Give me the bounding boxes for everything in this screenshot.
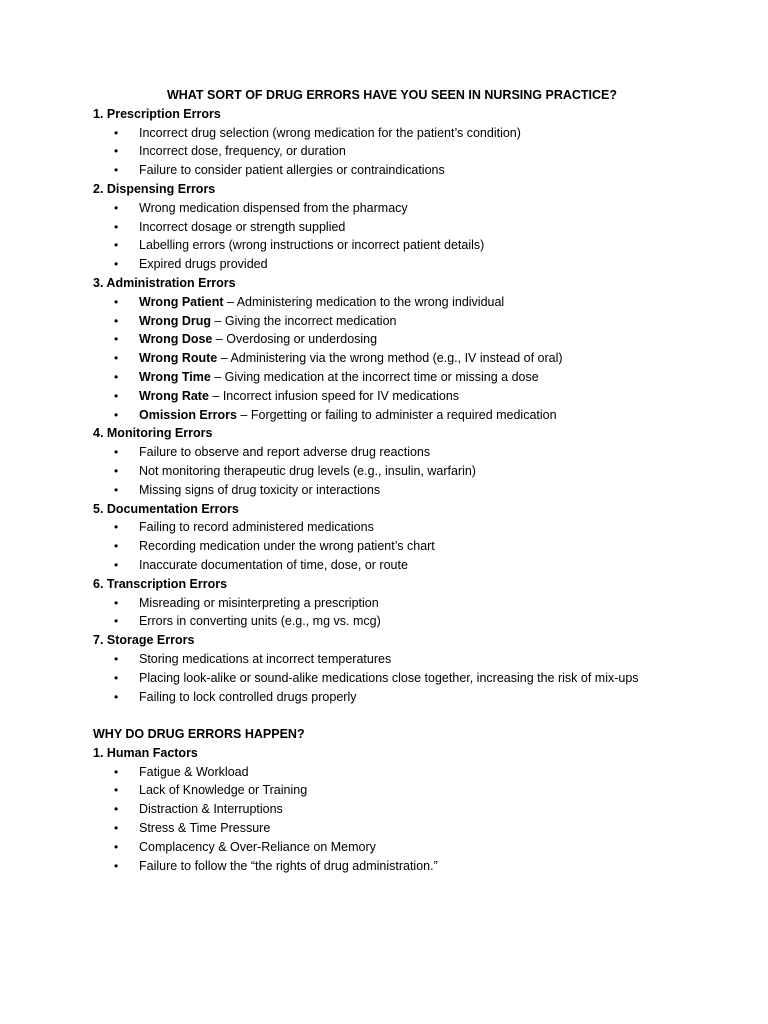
bullet-icon: •: [114, 764, 119, 779]
item-text: Inaccurate documentation of time, dose, or route: [139, 557, 408, 572]
bullet-list: [93, 763, 693, 876]
list-item: [93, 481, 693, 500]
bullet-icon: •: [114, 614, 119, 629]
bullet-icon: •: [114, 651, 119, 666]
list-item: [93, 161, 693, 180]
bullet-icon: •: [114, 388, 119, 403]
item-text: Fatigue & Workload: [139, 764, 249, 779]
item-text: Distraction & Interruptions: [139, 802, 283, 817]
bullet-list: [93, 124, 693, 180]
item-text: Incorrect dosage or strength supplied: [139, 219, 346, 234]
bullet-icon: •: [114, 163, 119, 178]
list-item: [93, 763, 693, 782]
section-heading: 1. Prescription Errors: [93, 106, 221, 121]
section-heading: 3. Administration Errors: [93, 275, 236, 290]
list-item: [93, 218, 693, 237]
item-bold-label: Wrong Patient: [139, 294, 224, 309]
item-text: Errors in converting units (e.g., mg vs. mcg): [139, 614, 381, 629]
item-text: Misreading or misinterpreting a prescription: [139, 595, 379, 610]
second-title: WHY DO DRUG ERRORS HAPPEN?: [93, 727, 305, 742]
item-text: Failure to observe and report adverse drug reactions: [139, 445, 431, 460]
list-item: [93, 462, 693, 481]
item-bold-label: Wrong Rate: [139, 388, 209, 403]
item-text: – Administering via the wrong method (e.g., IV instead of oral): [217, 351, 563, 366]
bullet-icon: •: [114, 858, 119, 873]
bullet-icon: •: [114, 482, 119, 497]
document-title: WHAT SORT OF DRUG ERRORS HAVE YOU SEEN IN NURSING PRACTICE?: [166, 88, 618, 102]
item-text: Lack of Knowledge or Training: [139, 783, 308, 798]
bullet-list: [93, 293, 693, 425]
item-text: Recording medication under the wrong patient’s chart: [139, 539, 435, 554]
bullet-list: [93, 518, 693, 574]
list-item: [93, 688, 693, 707]
list-item: [93, 330, 693, 349]
item-bold-label: Wrong Route: [139, 351, 218, 366]
bullet-icon: •: [114, 219, 119, 234]
item-text: – Giving medication at the incorrect time or missing a dose: [210, 369, 539, 384]
bullet-icon: •: [114, 351, 119, 366]
list-item: [93, 800, 693, 819]
causes-sections: [93, 744, 693, 876]
list-item: [93, 293, 693, 312]
item-text: Placing look-alike or sound-alike medications close together, increasing the risk of mix-ups: [139, 670, 639, 685]
bullet-icon: •: [114, 200, 119, 215]
bullet-icon: •: [114, 313, 119, 328]
bullet-icon: •: [114, 369, 119, 384]
section-heading: 6. Transcription Errors: [93, 576, 228, 591]
bullet-icon: •: [114, 689, 119, 704]
bullet-icon: •: [114, 257, 119, 272]
bullet-icon: •: [114, 294, 119, 309]
item-text: Storing medications at incorrect temperatures: [139, 651, 392, 666]
item-text: – Overdosing or underdosing: [212, 332, 378, 347]
bullet-list: [93, 443, 693, 499]
bullet-list: [93, 594, 693, 632]
item-text: – Forgetting or failing to administer a required medication: [236, 407, 557, 422]
list-item: [93, 124, 693, 143]
list-item: [93, 612, 693, 631]
list-item: [93, 537, 693, 556]
list-item: [93, 819, 693, 838]
item-text: Failing to record administered medications: [139, 520, 374, 535]
bullet-icon: •: [114, 463, 119, 478]
bullet-icon: •: [114, 238, 119, 253]
list-item: [93, 518, 693, 537]
item-bold-label: Omission Errors: [139, 407, 237, 422]
bullet-icon: •: [114, 821, 119, 836]
bullet-icon: •: [114, 802, 119, 817]
item-text: – Administering medication to the wrong individual: [223, 294, 505, 309]
list-item: [93, 443, 693, 462]
error-types-sections: [93, 105, 693, 707]
list-item: [93, 349, 693, 368]
list-item: [93, 199, 693, 218]
list-item: [93, 368, 693, 387]
bullet-icon: •: [114, 125, 119, 140]
bullet-icon: •: [114, 595, 119, 610]
list-item: [93, 838, 693, 857]
list-item: [93, 594, 693, 613]
item-text: Labelling errors (wrong instructions or incorrect patient details): [139, 238, 485, 253]
item-text: Incorrect dose, frequency, or duration: [139, 144, 346, 159]
list-item: [93, 669, 693, 688]
bullet-icon: •: [114, 520, 119, 535]
bullet-icon: •: [114, 783, 119, 798]
section-heading: 5. Documentation Errors: [93, 501, 239, 516]
bullet-icon: •: [114, 539, 119, 554]
item-text: – Giving the incorrect medication: [210, 313, 397, 328]
list-item: [93, 781, 693, 800]
item-bold-label: Wrong Drug: [139, 313, 211, 328]
bullet-icon: •: [114, 557, 119, 572]
item-text: Missing signs of drug toxicity or interactions: [139, 482, 381, 497]
item-text: Failing to lock controlled drugs properly: [139, 689, 357, 704]
bullet-icon: •: [114, 670, 119, 685]
section-heading: 2. Dispensing Errors: [93, 181, 216, 196]
bullet-list: [93, 650, 693, 706]
section-heading: 7. Storage Errors: [93, 633, 195, 648]
document-body: [93, 86, 693, 875]
item-text: Complacency & Over-Reliance on Memory: [139, 839, 376, 854]
bullet-icon: •: [114, 407, 119, 422]
item-text: Failure to follow the “the rights of drug administration.”: [139, 858, 438, 873]
item-bold-label: Wrong Dose: [139, 332, 213, 347]
list-item: [93, 857, 693, 876]
bullet-icon: •: [114, 839, 119, 854]
list-item: [93, 142, 693, 161]
list-item: [93, 556, 693, 575]
list-item: [93, 312, 693, 331]
list-item: [93, 650, 693, 669]
item-text: Failure to consider patient allergies or contraindications: [139, 163, 445, 178]
section-heading: 4. Monitoring Errors: [93, 426, 213, 441]
item-text: Incorrect drug selection (wrong medication for the patient’s condition): [139, 125, 521, 140]
item-text: Wrong medication dispensed from the pharmacy: [139, 200, 408, 215]
section-gap: [93, 706, 693, 725]
item-bold-label: Wrong Time: [139, 369, 211, 384]
item-text: Not monitoring therapeutic drug levels (e.g., insulin, warfarin): [139, 463, 476, 478]
list-item: [93, 255, 693, 274]
section-heading: 1. Human Factors: [93, 745, 198, 760]
item-text: Expired drugs provided: [139, 257, 268, 272]
bullet-list: [93, 199, 693, 274]
bullet-icon: •: [114, 445, 119, 460]
list-item: [93, 236, 693, 255]
item-text: – Incorrect infusion speed for IV medications: [208, 388, 460, 403]
bullet-icon: •: [114, 332, 119, 347]
bullet-icon: •: [114, 144, 119, 159]
item-text: Stress & Time Pressure: [139, 821, 271, 836]
list-item: [93, 387, 693, 406]
list-item: [93, 406, 693, 425]
